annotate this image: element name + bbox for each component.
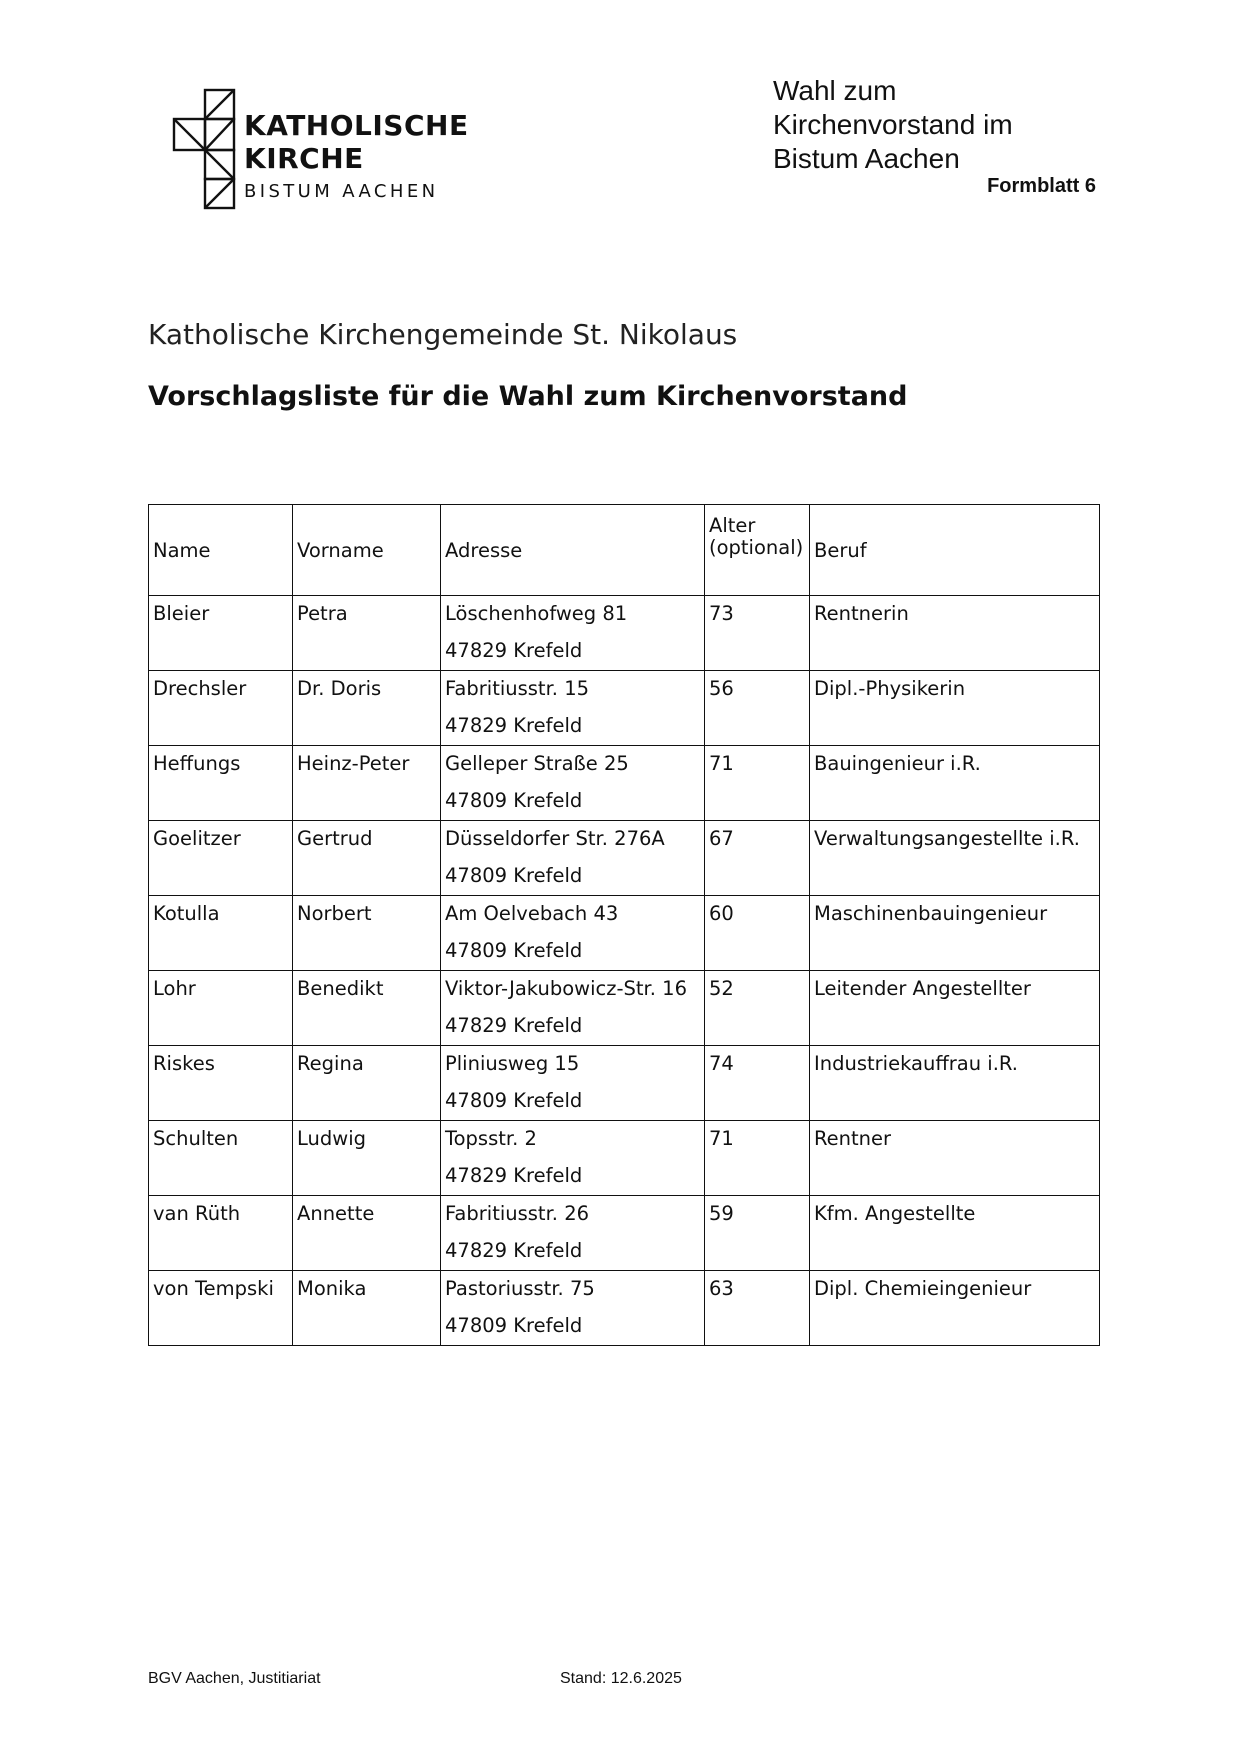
cell-vorname bbox=[293, 1196, 441, 1271]
city-text: 47829 Krefeld bbox=[445, 1164, 583, 1187]
election-title-line-2: Kirchenvorstand im bbox=[773, 109, 1013, 140]
vorname-text: Norbert bbox=[297, 902, 372, 925]
cell-alter bbox=[705, 1121, 810, 1196]
cell-vorname bbox=[293, 596, 441, 671]
name-text: Riskes bbox=[153, 1052, 215, 1075]
cell-adresse bbox=[441, 1271, 705, 1346]
name-text: Schulten bbox=[153, 1127, 239, 1150]
city-text: 47829 Krefeld bbox=[445, 639, 583, 662]
cell-name bbox=[149, 1046, 293, 1121]
age-text: 52 bbox=[709, 977, 734, 1000]
city-text: 47809 Krefeld bbox=[445, 1089, 583, 1112]
name-text: Bleier bbox=[153, 602, 210, 625]
table-row bbox=[149, 1121, 1100, 1196]
street-text: Viktor-Jakubowicz-Str. 16 bbox=[445, 977, 687, 1000]
cell-alter bbox=[705, 746, 810, 821]
cell-beruf bbox=[810, 746, 1100, 821]
vorname-text: Gertrud bbox=[297, 827, 373, 850]
city-text: 47809 Krefeld bbox=[445, 1314, 583, 1337]
table-row bbox=[149, 1196, 1100, 1271]
cell-name bbox=[149, 971, 293, 1046]
cell-vorname bbox=[293, 971, 441, 1046]
city-text: 47809 Krefeld bbox=[445, 789, 583, 812]
cell-beruf bbox=[810, 596, 1100, 671]
table-row bbox=[149, 1271, 1100, 1346]
cell-alter bbox=[705, 1046, 810, 1121]
age-text: 71 bbox=[709, 1127, 734, 1150]
name-text: Kotulla bbox=[153, 902, 220, 925]
cell-adresse bbox=[441, 746, 705, 821]
cell-adresse bbox=[441, 971, 705, 1046]
cell-adresse bbox=[441, 821, 705, 896]
age-text: 71 bbox=[709, 752, 734, 775]
table-row bbox=[149, 671, 1100, 746]
cell-vorname bbox=[293, 671, 441, 746]
city-text: 47829 Krefeld bbox=[445, 1014, 583, 1037]
cell-name bbox=[149, 821, 293, 896]
cell-alter bbox=[705, 1271, 810, 1346]
job-text: Dipl.-Physikerin bbox=[814, 677, 966, 700]
street-text: Fabritiusstr. 15 bbox=[445, 677, 590, 700]
job-text: Leitender Angestellter bbox=[814, 977, 1031, 1000]
cell-alter bbox=[705, 1196, 810, 1271]
street-text: Fabritiusstr. 26 bbox=[445, 1202, 590, 1225]
cell-name bbox=[149, 1121, 293, 1196]
cell-beruf bbox=[810, 821, 1100, 896]
cell-adresse bbox=[441, 896, 705, 971]
cell-beruf bbox=[810, 671, 1100, 746]
parish-name: Katholische Kirchengemeinde St. Nikolaus bbox=[148, 318, 738, 351]
cell-beruf bbox=[810, 1196, 1100, 1271]
cell-adresse bbox=[441, 1121, 705, 1196]
city-text: 47809 Krefeld bbox=[445, 939, 583, 962]
column-header-alter-line-2: (optional) bbox=[709, 536, 804, 559]
vorname-text: Monika bbox=[297, 1277, 367, 1300]
table-row bbox=[149, 971, 1100, 1046]
street-text: Pastoriusstr. 75 bbox=[445, 1277, 595, 1300]
age-text: 60 bbox=[709, 902, 734, 925]
cell-alter bbox=[705, 671, 810, 746]
cell-beruf bbox=[810, 1271, 1100, 1346]
vorname-text: Dr. Doris bbox=[297, 677, 382, 700]
cell-name bbox=[149, 671, 293, 746]
candidate-table bbox=[148, 504, 1100, 1346]
age-text: 73 bbox=[709, 602, 734, 625]
cross-triangle-mark-icon bbox=[172, 88, 238, 210]
cell-beruf bbox=[810, 971, 1100, 1046]
street-text: Gelleper Straße 25 bbox=[445, 752, 629, 775]
cell-vorname bbox=[293, 1046, 441, 1121]
logo-line-katholische: KATHOLISCHE bbox=[244, 109, 469, 142]
table-row bbox=[149, 1046, 1100, 1121]
cell-adresse bbox=[441, 1196, 705, 1271]
job-text: Industriekauffrau i.R. bbox=[814, 1052, 1018, 1075]
vorname-text: Benedikt bbox=[297, 977, 384, 1000]
street-text: Düsseldorfer Str. 276A bbox=[445, 827, 665, 850]
job-text: Dipl. Chemieingenieur bbox=[814, 1277, 1032, 1300]
column-header-alter-line-1: Alter bbox=[709, 514, 756, 537]
column-header-vorname: Vorname bbox=[293, 505, 441, 596]
cell-alter bbox=[705, 971, 810, 1046]
footer-date: Stand: 12.6.2025 bbox=[560, 1670, 682, 1687]
logo-line-bistum: BISTUM AACHEN bbox=[244, 181, 439, 202]
name-text: von Tempski bbox=[153, 1277, 274, 1300]
page-title: Vorschlagsliste für die Wahl zum Kirchenvorstand bbox=[148, 381, 908, 412]
cell-adresse bbox=[441, 671, 705, 746]
cell-vorname bbox=[293, 896, 441, 971]
footer-department: BGV Aachen, Justitiariat bbox=[148, 1670, 321, 1687]
table-row bbox=[149, 596, 1100, 671]
cell-vorname bbox=[293, 1121, 441, 1196]
job-text: Bauingenieur i.R. bbox=[814, 752, 981, 775]
cell-name bbox=[149, 1271, 293, 1346]
cell-alter bbox=[705, 821, 810, 896]
name-text: Drechsler bbox=[153, 677, 247, 700]
age-text: 63 bbox=[709, 1277, 734, 1300]
city-text: 47829 Krefeld bbox=[445, 1239, 583, 1262]
election-title-line-1: Wahl zum bbox=[773, 75, 897, 106]
age-text: 59 bbox=[709, 1202, 734, 1225]
column-header-alter bbox=[705, 505, 810, 596]
job-text: Verwaltungsangestellte i.R. bbox=[814, 827, 1080, 850]
cell-adresse bbox=[441, 596, 705, 671]
cell-beruf bbox=[810, 896, 1100, 971]
election-title bbox=[773, 74, 1133, 176]
name-text: Goelitzer bbox=[153, 827, 241, 850]
table-row bbox=[149, 896, 1100, 971]
table-row bbox=[149, 746, 1100, 821]
cell-name bbox=[149, 896, 293, 971]
age-text: 67 bbox=[709, 827, 734, 850]
city-text: 47809 Krefeld bbox=[445, 864, 583, 887]
age-text: 56 bbox=[709, 677, 734, 700]
job-text: Kfm. Angestellte bbox=[814, 1202, 976, 1225]
vorname-text: Ludwig bbox=[297, 1127, 367, 1150]
job-text: Maschinenbauingenieur bbox=[814, 902, 1048, 925]
cell-name bbox=[149, 596, 293, 671]
job-text: Rentnerin bbox=[814, 602, 909, 625]
street-text: Löschenhofweg 81 bbox=[445, 602, 628, 625]
column-header-name: Name bbox=[149, 505, 293, 596]
logo-line-kirche: KIRCHE bbox=[244, 142, 364, 175]
vorname-text: Regina bbox=[297, 1052, 364, 1075]
cell-name bbox=[149, 1196, 293, 1271]
cell-vorname bbox=[293, 1271, 441, 1346]
cell-beruf bbox=[810, 1121, 1100, 1196]
vorname-text: Annette bbox=[297, 1202, 375, 1225]
column-header-adresse: Adresse bbox=[441, 505, 705, 596]
form-label: Formblatt 6 bbox=[987, 175, 1096, 197]
cell-adresse bbox=[441, 1046, 705, 1121]
diocese-logo bbox=[172, 88, 472, 210]
logo-wordmark bbox=[244, 109, 469, 202]
name-text: Lohr bbox=[153, 977, 196, 1000]
cell-vorname bbox=[293, 746, 441, 821]
name-text: van Rüth bbox=[153, 1202, 241, 1225]
table-row bbox=[149, 821, 1100, 896]
cell-name bbox=[149, 746, 293, 821]
job-text: Rentner bbox=[814, 1127, 892, 1150]
city-text: 47829 Krefeld bbox=[445, 714, 583, 737]
election-title-line-3: Bistum Aachen bbox=[773, 143, 960, 174]
cell-vorname bbox=[293, 821, 441, 896]
cell-alter bbox=[705, 896, 810, 971]
name-text: Heffungs bbox=[153, 752, 241, 775]
age-text: 74 bbox=[709, 1052, 734, 1075]
table-header-row bbox=[149, 505, 1100, 596]
street-text: Topsstr. 2 bbox=[445, 1127, 537, 1150]
vorname-text: Petra bbox=[297, 602, 348, 625]
street-text: Am Oelvebach 43 bbox=[445, 902, 619, 925]
street-text: Pliniusweg 15 bbox=[445, 1052, 580, 1075]
column-header-beruf: Beruf bbox=[810, 505, 1100, 596]
cell-beruf bbox=[810, 1046, 1100, 1121]
cell-alter bbox=[705, 596, 810, 671]
vorname-text: Heinz-Peter bbox=[297, 752, 410, 775]
